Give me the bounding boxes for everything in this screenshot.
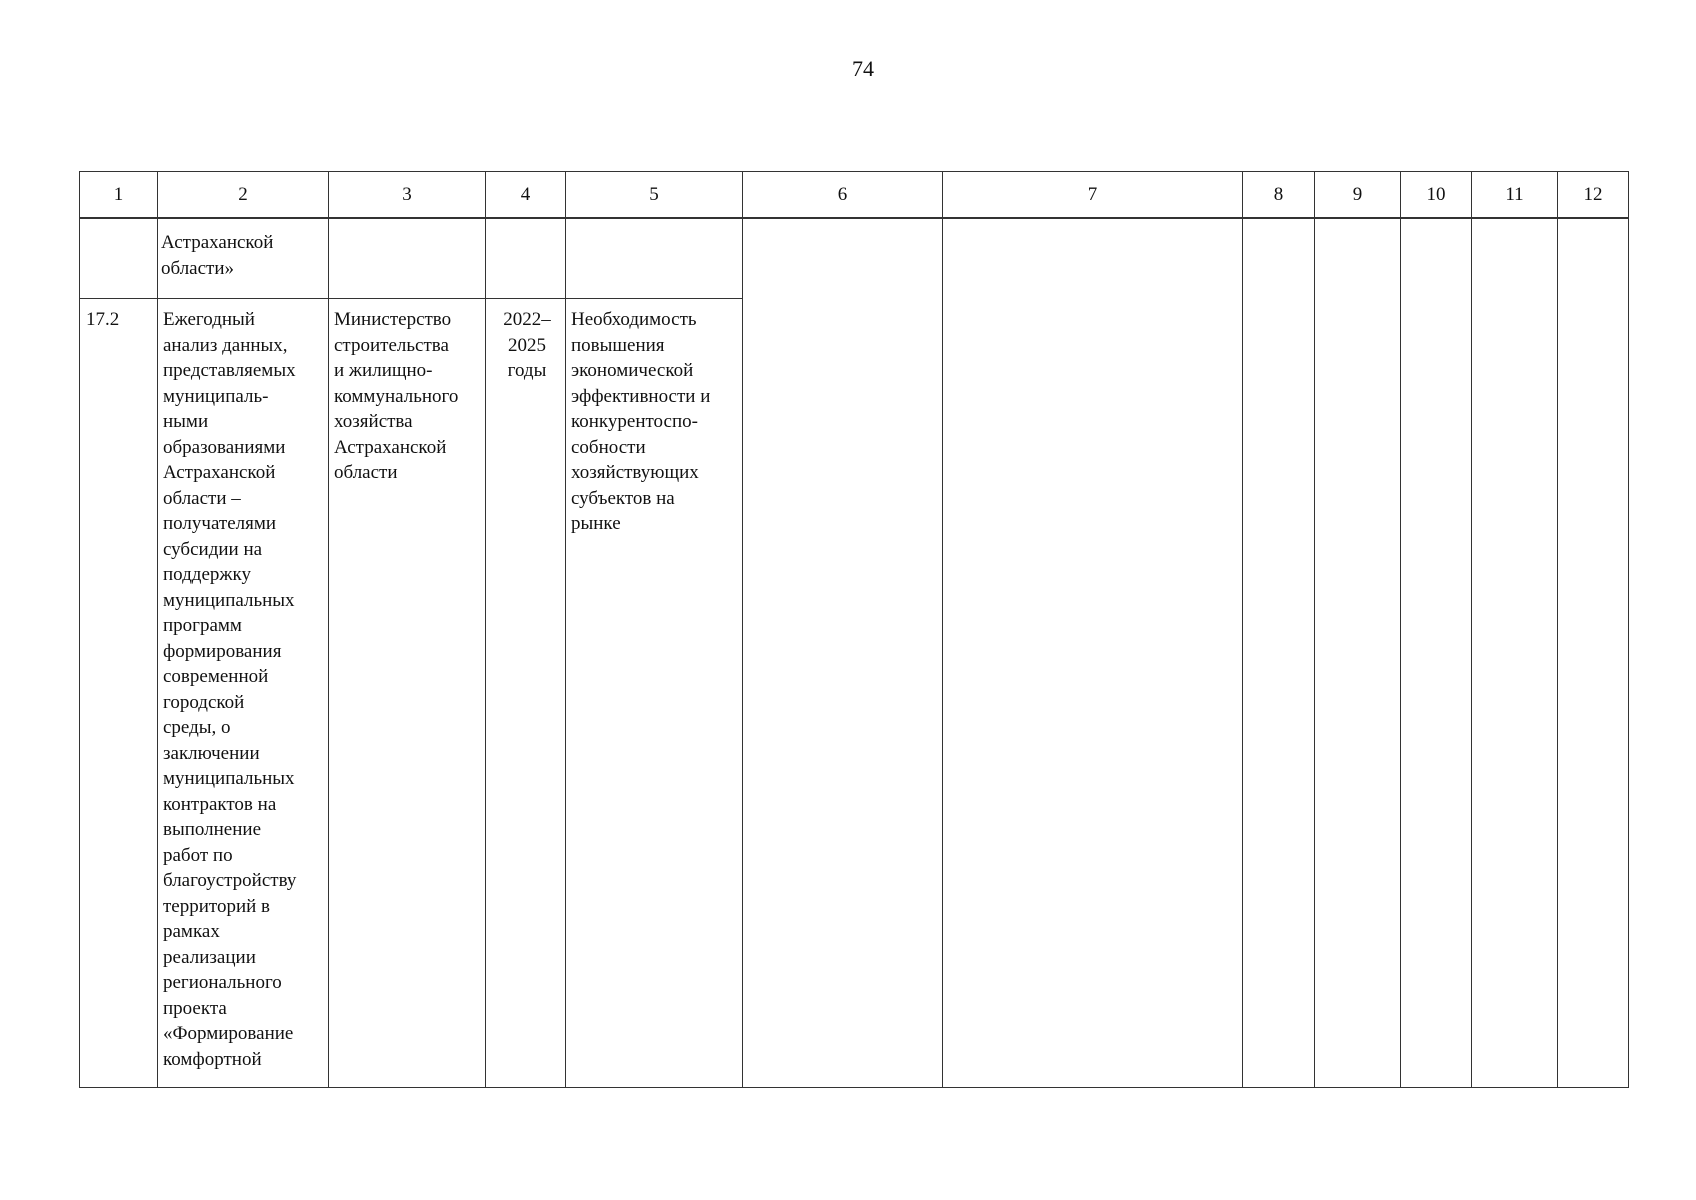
column-header-4: 4 xyxy=(486,172,566,219)
period-text: 2022– 2025 годы xyxy=(503,309,551,381)
column-header-10: 10 xyxy=(1401,172,1472,219)
cell-col11 xyxy=(1472,218,1558,1088)
cell-row-number xyxy=(80,299,158,1088)
table-row-continuation xyxy=(80,218,1629,299)
column-header-8: 8 xyxy=(1243,172,1315,219)
cell-description xyxy=(158,299,329,1088)
cell-empty-5 xyxy=(566,218,743,299)
cell-col12 xyxy=(1558,218,1629,1088)
column-header-6: 6 xyxy=(743,172,943,219)
cell-col10 xyxy=(1401,218,1472,1088)
cell-executor xyxy=(329,299,486,1088)
cell-number-empty xyxy=(80,218,158,299)
cell-period xyxy=(486,299,566,1088)
column-header-1: 1 xyxy=(80,172,158,219)
column-header-2: 2 xyxy=(158,172,329,219)
description-text: Ежегодный анализ данных, представляемых муниципаль- ными образованиями Астраханской области – получателями субсидии на поддержку муниципальных программ формирования современной городской среды, о заключении муниципальных контрактов на выполнение работ по благоустройству территорий в рамках реализации регионального проекта «Формирование комфортной xyxy=(163,309,297,1070)
rationale-text: Необходимость повышения экономической эффективности и конкурентоспо- собности хозяйствующих субъектов на рынке xyxy=(571,309,711,534)
cell-col6 xyxy=(743,218,943,1088)
row-number-text: 17.2 xyxy=(86,309,120,330)
cell-rationale xyxy=(566,299,743,1088)
table-header-row xyxy=(80,172,1629,219)
continued-description-text: Астраханской области» xyxy=(161,232,274,279)
column-header-7: 7 xyxy=(943,172,1243,219)
column-header-3: 3 xyxy=(329,172,486,219)
column-header-11: 11 xyxy=(1472,172,1558,219)
column-header-5: 5 xyxy=(566,172,743,219)
cell-empty-3 xyxy=(329,218,486,299)
cell-continued-description xyxy=(158,218,329,299)
column-header-9: 9 xyxy=(1315,172,1401,219)
cell-col8 xyxy=(1243,218,1315,1088)
cell-col7 xyxy=(943,218,1243,1088)
cell-col9 xyxy=(1315,218,1401,1088)
executor-text: Министерство строительства и жилищно- коммунального хозяйства Астраханской области xyxy=(334,309,459,483)
page-number: 74 xyxy=(852,56,874,81)
column-header-12: 12 xyxy=(1558,172,1629,219)
cell-empty-4 xyxy=(486,218,566,299)
measures-table xyxy=(79,171,1629,1088)
